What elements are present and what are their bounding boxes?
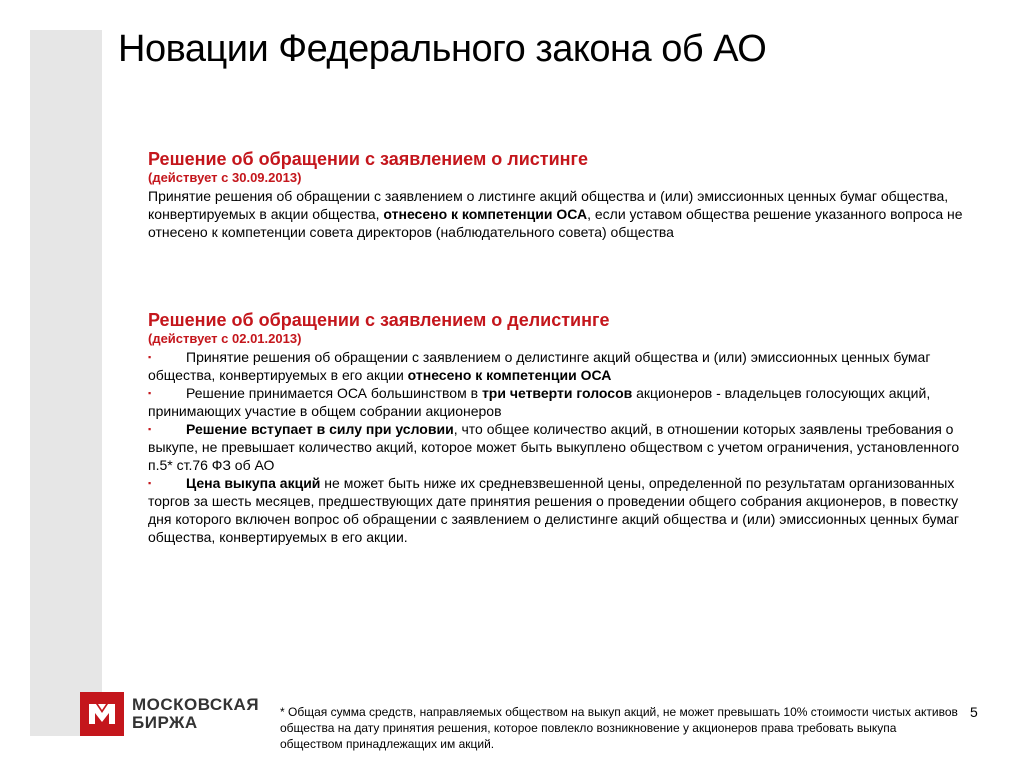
moex-logo (80, 692, 259, 736)
section-listing (148, 148, 976, 241)
section-delisting (148, 309, 976, 546)
slide-title: Новации Федерального закона об АО (118, 28, 767, 70)
text-part: , если уставом общества решение указанного вопроса не отнесено к компетенции совета директоров (наблюдательного совета) общества (148, 206, 963, 240)
bullet-marker-icon: ▪ (148, 478, 152, 488)
bullet-marker-icon: ▪ (148, 352, 152, 362)
bullet-item (148, 420, 976, 474)
text-bold: Решение вступает в силу при условии (186, 421, 454, 437)
section-delisting-title: Решение об обращении с заявлением о делистинге (148, 310, 610, 330)
section-delisting-date: (действует с 02.01.2013) (148, 331, 302, 346)
text-part: не может быть ниже их средневзвешенной цены, определенной по результатам организованных торгов за шесть месяцев, предшествующих дате принятия решения о проведении общего собрания акционеров, в повестку дня которого включен вопрос об обращении с заявлением о делистинге акций общества и (или) эмиссионных ценных бумаг общества, конвертируемых в его акции. (148, 475, 960, 545)
bullet-marker-icon: ▪ (148, 388, 152, 398)
text-part: Принятие решения об обращении с заявлением о листинге акций общества и (или) эмиссионных ценных бумаг общества, конвертируемых в акции общества, (148, 188, 949, 222)
text-bold: три четверти голосов (481, 385, 633, 401)
footnote: * Общая сумма средств, направляемых обществом на выкуп акций, не может превышать 10% стоимости чистых активов общества на дату принятия решения, которое повлекло возникновение у акционеров права требовать выкупа обществом принадлежащих им акций. (280, 705, 958, 751)
text-part: Принятие решения об обращении с заявлением о делистинге акций общества и (или) эмиссионных ценных бумаг общества, конвертируемых в его акции (148, 349, 931, 383)
logo-line1: МОСКОВСКАЯ (132, 695, 260, 714)
text-part: , что общее количество акций, в отношении которых заявлены требования о выкупе, не превышает количество акций, которое может быть выкуплено обществом с учетом ограничения, установленного п.5* ст.76 ФЗ об АО (148, 421, 960, 473)
bullet-item (148, 348, 976, 384)
text-part: акционеров - владельцев голосующих акций, принимающих участие в общем собрании акционеров (148, 385, 931, 419)
section-listing-text (148, 187, 976, 241)
logo-line2: БИРЖА (132, 713, 198, 732)
side-band (30, 30, 102, 736)
slide-content (148, 148, 976, 546)
logo-text (132, 696, 259, 732)
page-number: 5 (970, 704, 978, 720)
bullet-marker-icon: ▪ (148, 424, 152, 434)
text-bold: отнесено к компетенции ОСА (383, 206, 588, 222)
bullet-item (148, 474, 976, 546)
section-listing-date: (действует с 30.09.2013) (148, 170, 302, 185)
section-listing-title: Решение об обращении с заявлением о листинге (148, 149, 589, 169)
moex-logo-icon (80, 692, 124, 736)
bullet-item (148, 384, 976, 420)
text-bold: Цена выкупа акций (186, 475, 321, 491)
text-bold: отнесено к компетенции ОСА (407, 367, 612, 383)
text-part: Решение принимается ОСА большинством в (186, 385, 482, 401)
